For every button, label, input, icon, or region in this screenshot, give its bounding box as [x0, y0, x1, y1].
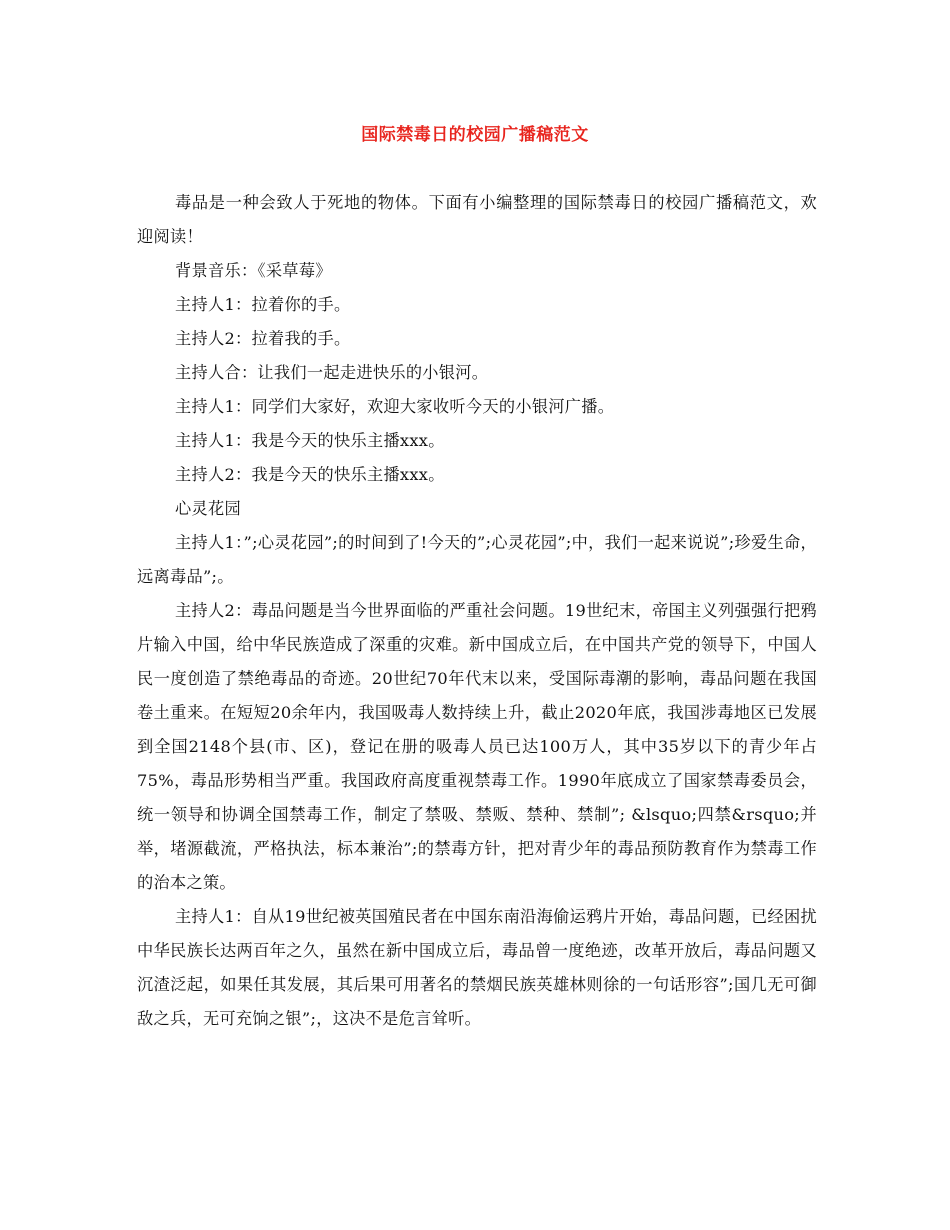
paragraph-host1-greeting: 主持人1：同学们大家好，欢迎大家收听今天的小银河广播。	[175, 397, 615, 416]
paragraph-host1-section: 主持人1：”;心灵花园”;的时间到了!今天的”;心灵花园”;中，我们一起来说说”;珍爱生命，远离毒品”;。	[137, 533, 817, 586]
paragraph-background-music: 背景音乐：《采草莓》	[175, 261, 332, 280]
section-heading: 心灵花园	[175, 499, 241, 518]
paragraph-intro: 毒品是一种会致人于死地的物体。下面有小编整理的国际禁毒日的校园广播稿范文，欢迎阅读！	[137, 193, 817, 246]
paragraph-host1-history: 主持人1：自从19世纪被英国殖民者在中国东南沿海偷运鸦片开始，毒品问题，已经困扰中华民族长达两百年之久，虽然在新中国成立后，毒品曾一度绝迹，改革开放后，毒品问题又沉渣泛起，如果任其发展，其后果可用著名的禁烟民族英雄林则徐的一句话形容”;国几无可御敌之兵，无可充饷之银”;，这决不是危言耸听。	[137, 907, 817, 1028]
paragraph-host1-line1: 主持人1：拉着你的手。	[175, 295, 351, 314]
document-body	[137, 186, 817, 1036]
paragraph-host2-line1: 主持人2：拉着我的手。	[175, 329, 351, 348]
paragraph-hosts-together: 主持人合：让我们一起走进快乐的小银河。	[175, 363, 489, 382]
paragraph-host1-intro: 主持人1：我是今天的快乐主播xxx。	[175, 431, 445, 450]
document-title: 国际禁毒日的校园广播稿范文	[361, 125, 589, 145]
paragraph-host2-intro: 主持人2：我是今天的快乐主播xxx。	[175, 465, 445, 484]
paragraph-host2-drug-problem: 主持人2：毒品问题是当今世界面临的严重社会问题。19世纪末，帝国主义列强强行把鸦片输入中国，给中华民族造成了深重的灾难。新中国成立后，在中国共产党的领导下，中国人民一度创造了禁绝毒品的奇迹。20世纪70年代末以来，受国际毒潮的影响，毒品问题在我国卷土重来。在短短20余年内，我国吸毒人数持续上升，截止2020年底，我国涉毒地区已发展到全国2148个县(市、区)，登记在册的吸毒人员已达100万人，其中35岁以下的青少年占 75%，毒品形势相当严重。我国政府高度重视禁毒工作。1990年底成立了国家禁毒委员会，统一领导和协调全国禁毒工作，制定了禁吸、禁贩、禁种、禁制”; &lsquo;四禁&rsquo;并举，堵源截流，严格执法，标本兼治”;的禁毒方针，把对青少年的毒品预防教育作为禁毒工作的治本之策。	[137, 601, 817, 892]
